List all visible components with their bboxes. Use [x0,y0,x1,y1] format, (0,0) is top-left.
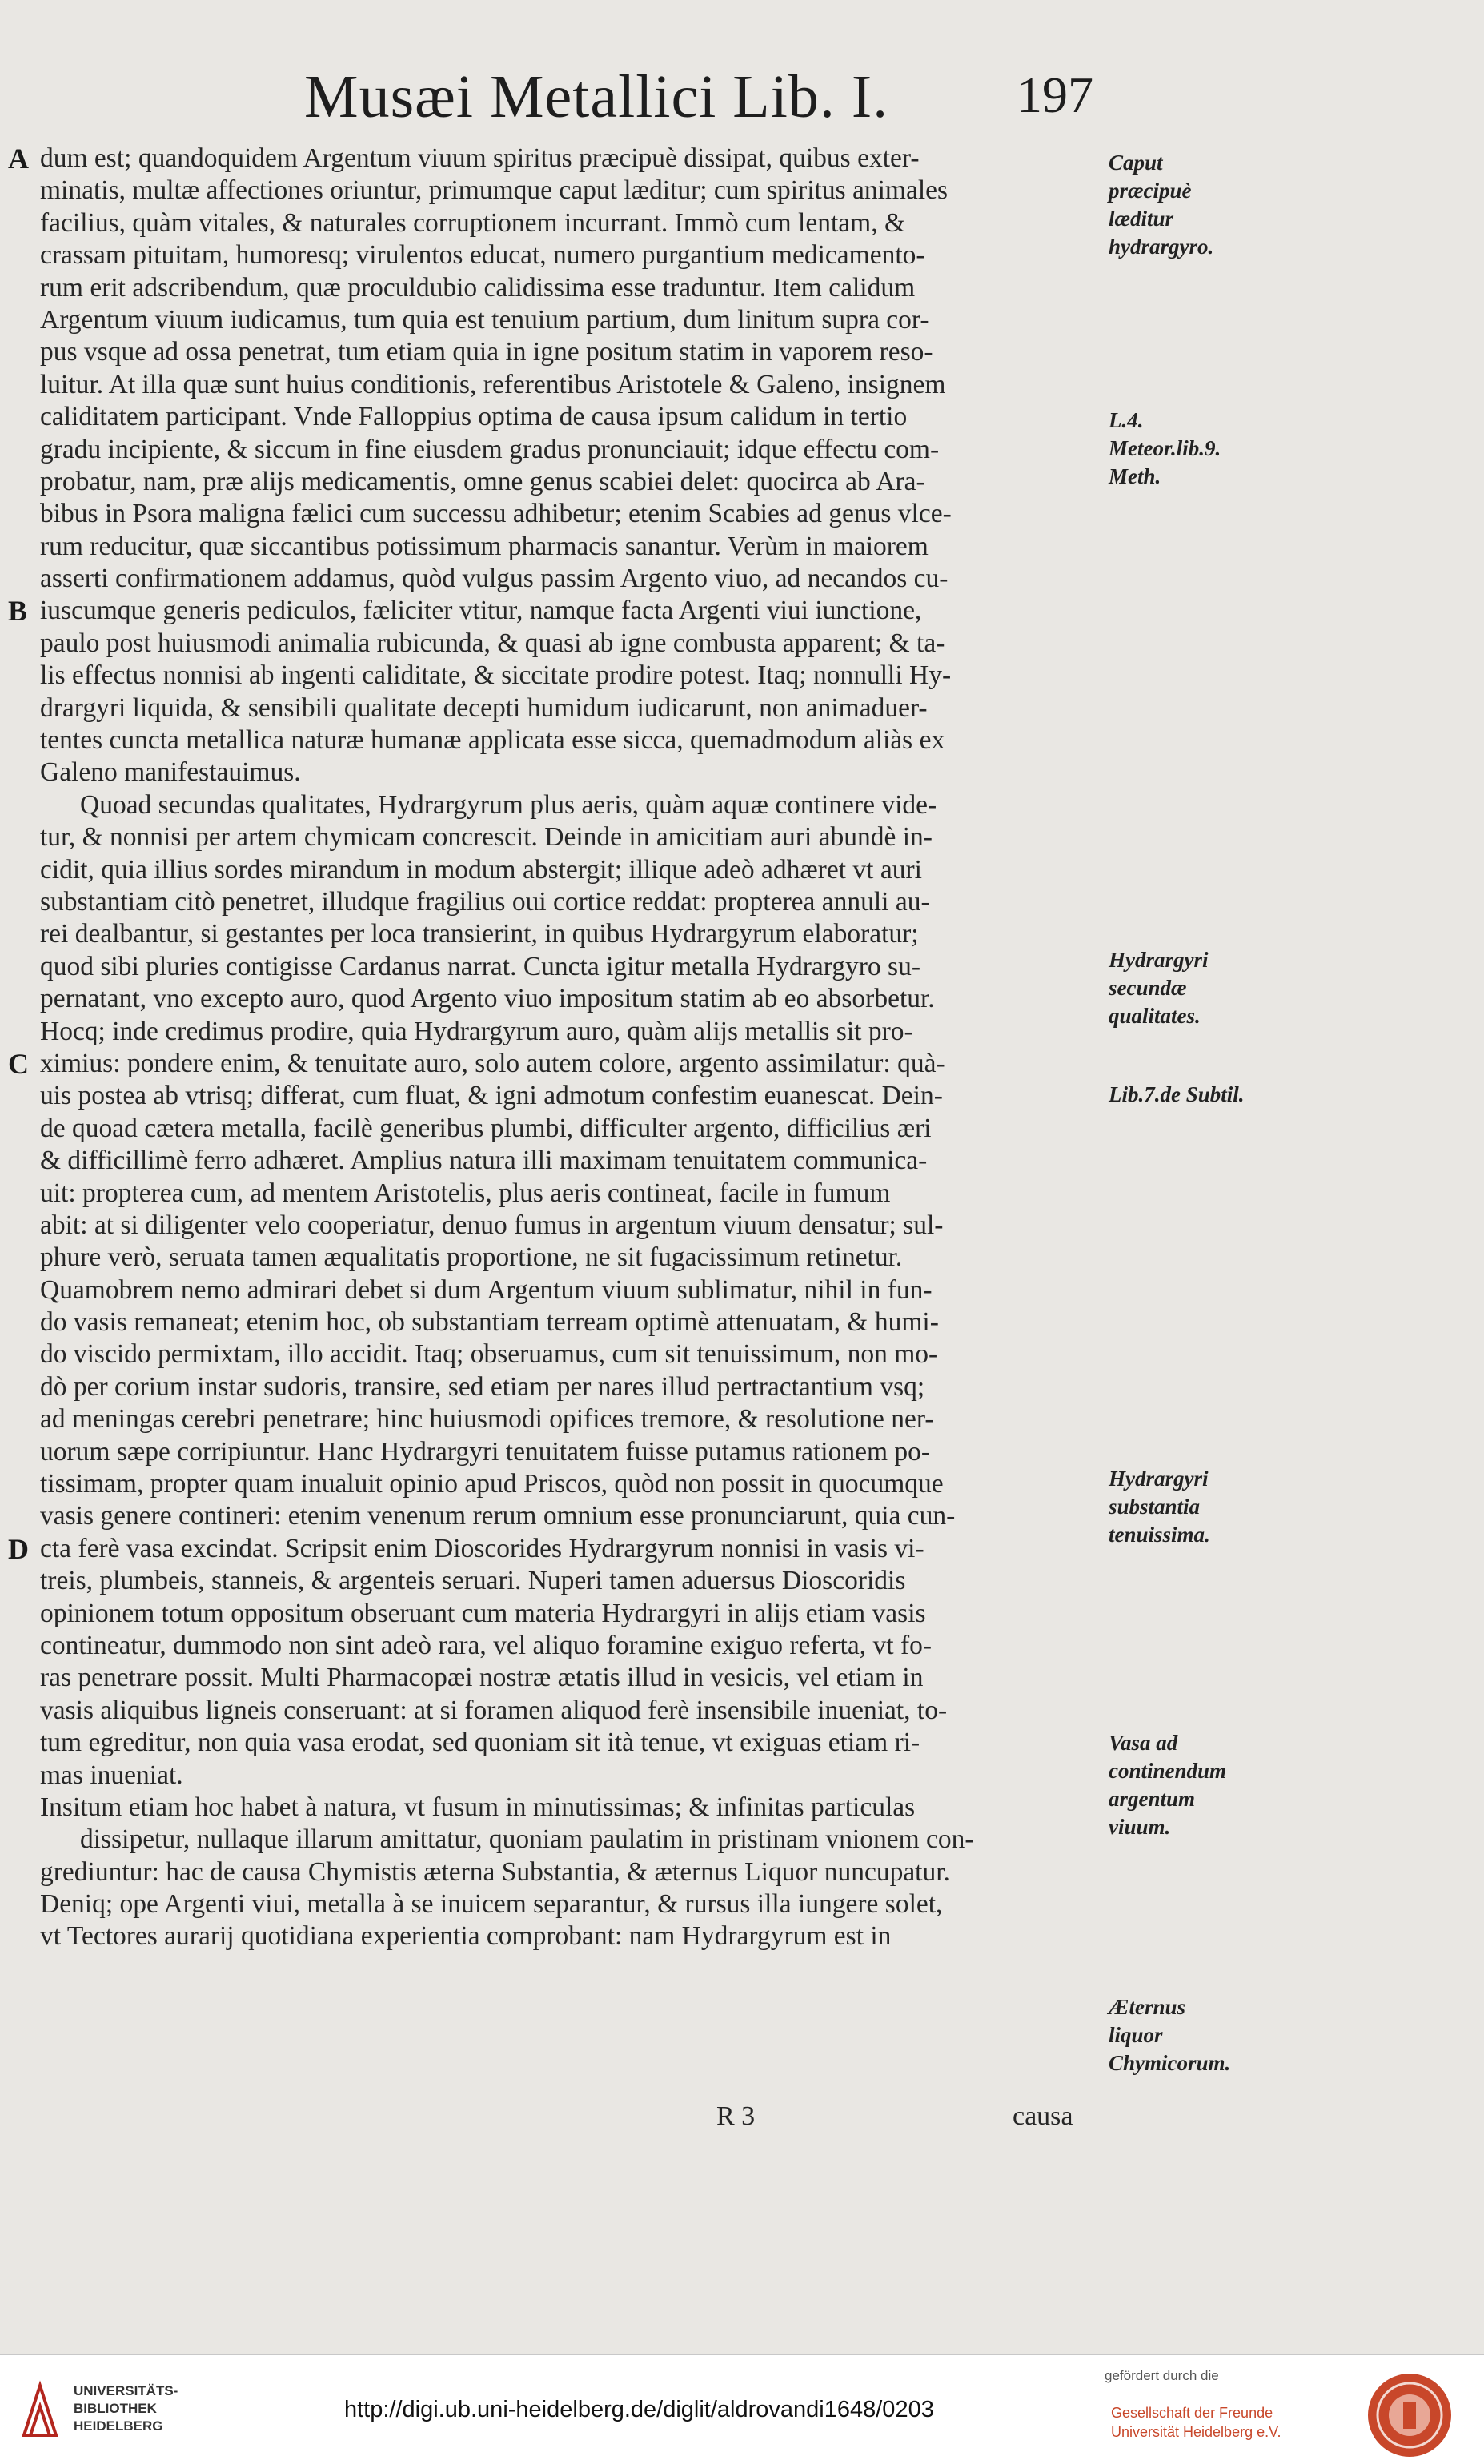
marginal-note: Æternus liquor Chymicorum. [1109,1995,1231,2075]
body-text [8,142,1109,1985]
text-line: D cta ferè vasa excindat. Scripsit enim Dioscorides Hydrargyrum nonnisi in vasis vi- [8,1532,924,1565]
text-line: drargyri liquida, & sensibili qualitate decepti humidum iudicarunt, non animaduer- [40,692,928,723]
marginal-note: Lib.7.de Subtil. [1109,1082,1245,1106]
marginal-note: L.4. Meteor.lib.9. Meth. [1109,408,1221,488]
text-line: dò per corium instar sudoris, transire, sed etiam per nares illud pertractantium vsq; [40,1371,925,1402]
text-line: Argentum viuum iudicamus, tum quia est tenuium partium, dum linitum supra cor- [40,304,929,335]
text-line: tur, & nonnisi per artem chymicam concrescit. Deinde in amicitiam auri abundè in- [40,822,933,853]
society-name[interactable]: Gesellschaft der Freunde Universität Heidelberg e.V. [1111,2405,1281,2440]
text-line: luitur. At illa quæ sunt huius conditionis, referentibus Aristotele & Galeno, insignem [40,369,946,399]
running-title: Musæi Metallici Lib. I. [304,63,889,130]
text-line: uis postea ab vtrisq; differat, cum fluat, & igni admotum confestim euanescat. Dein- [40,1081,943,1111]
library-name[interactable]: UNIVERSITÄTS- BIBLIOTHEK HEIDELBERG [74,2383,178,2434]
text-line: C ximius: pondere enim, & tenuitate auro, solo autem colore, argento assimilatur: quà- [8,1047,945,1080]
text-line: do vasis remaneat; etenim hoc, ob substantiam terream optimè attenuatam, & humi- [40,1307,939,1338]
text-line: rum reducitur, quæ siccantibus potissimum pharmacis sanantur. Verùm in maiorem [40,531,929,561]
text-line: facilius, quàm vitales, & naturales corruptionem incurrant. Immò cum lentam, & [40,207,905,238]
text-line: treis, plumbeis, stanneis, & argenteis seruari. Nuperi tamen aduersus Dioscoridis [40,1566,906,1596]
section-letter-c: C [8,1047,29,1080]
text-line: Quamobrem nemo admirari debet si dum Argentum viuum sublimatur, nihil in fun- [40,1274,933,1305]
text-line: caliditatem participant. Vnde Falloppius optima de causa ipsum calidum in tertio [40,402,908,432]
text-line [32,1953,1109,1985]
text-line: A dum est; quandoquidem Argentum viuum spiritus præcipuè dissipat, quibus exter- [8,142,920,175]
text-line: crassam pituitam, humoresq; virulentos educat, numero purgantium medicamento- [40,240,925,271]
text-line: paulo post huiusmodi animalia rubicunda, & quasi ab igne combusta apparent; & ta- [40,628,945,658]
text-line: vasis genere contineri: etenim venenum rerum omnium esse pronunciarunt, quia cun- [40,1501,956,1531]
text-line: quod sibi pluries contigisse Cardanus narrat. Cuncta igitur metalla Hydrargyro su- [40,951,920,981]
text-line: contineatur, dummodo non sint adeò rara, vel aliquo foramine exiguo referta, vt fo- [40,1630,933,1660]
text-line: Insitum etiam hoc habet à natura, vt fusum in minutissimas; & infinitas particulas [40,1792,916,1822]
text-line: probatur, nam, præ alijs medicamentis, omne genus scabiei delet: quocirca ab Ara- [40,466,925,496]
page-signature-line [0,2101,1201,2141]
text-line: Quoad secundas qualitates, Hydrargyrum plus aeris, quàm aquæ continere vide- [80,789,937,820]
text-line: lis effectus nonnisi ab ingenti caliditate, & siccitate prodire potest. Itaq; nonnulli Hy- [40,660,952,691]
text-line: substantiam citò penetret, illudque fragilius oui cortice reddat: propterea annuli au- [40,886,930,917]
text-line: Hocq; inde credimus prodire, quia Hydrargyrum auro, quàm alijs metallis sit pro- [40,1016,913,1046]
section-letter-b: B [8,595,28,628]
text-line: grediuntur: hac de causa Chymistis æterna Substantia, & æternus Liquor nuncupatur. [40,1856,950,1887]
text-line: opinionem totum oppositum obseruant cum materia Hydrargyri in alijs etiam vasis [40,1598,926,1628]
text-line: tum egreditur, non quia vasa erodat, sed quoniam sit ità tenue, vt exiguas etiam ri- [40,1728,920,1758]
viewer-footer [0,2354,1484,2464]
text-line: dissipetur, nullaque illarum amittatur, quoniam paulatim in pristinam vnionem con- [80,1824,974,1855]
text-line: Deniq; ope Argenti viui, metalla à se inuicem separantur, & rursus illa iungere solet, [40,1889,943,1920]
sponsor-label: gefördert durch die [1105,2368,1219,2383]
university-seal-icon [1366,2371,1454,2459]
marginal-note: Hydrargyri substantia tenuissima. [1109,1467,1210,1547]
text-line: asserti confirmationem addamus, quòd vulgus passim Argento viuo, ad necandos cu- [40,564,949,594]
catchword: causa [1013,2101,1073,2131]
text-line: tentes cuncta metallica naturæ humanæ applicata esse sicca, quemadmodum aliàs ex [40,725,945,756]
text-line: Galeno manifestauimus. [40,757,301,788]
permalink-url[interactable]: http://digi.ub.uni-heidelberg.de/diglit/aldrovandi1648/0203 [344,2397,934,2422]
text-line: mas inueniat. [40,1760,183,1790]
library-logo-icon [18,2379,62,2443]
marginal-note: Caput præcipuè læditur hydrargyro. [1109,150,1214,259]
page-header [0,62,1484,142]
text-line: do viscido permixtam, illo accidit. Itaq; obseruamus, cum sit tenuissimum, non mo- [40,1339,938,1370]
section-letter-d: D [8,1532,29,1565]
text-line: B iuscumque generis pediculos, fæliciter vtitur, namque facta Argenti viui iunctione, [8,595,922,628]
text-line: pus vsque ad ossa penetrat, tum etiam quia in igne positum statim in vaporem reso- [40,337,933,367]
text-line: rum erit adscribendum, quæ proculdubio calidissima esse traduntur. Item calidum [40,272,916,303]
text-line: phure verò, seruata tamen æqualitatis proportione, ne sit fugacissimum retinetur. [40,1242,903,1273]
page-number: 197 [1017,66,1093,123]
marginal-note: Vasa ad continendum argentum viuum. [1109,1731,1227,1839]
text-line: vt Tectores aurarij quotidiana experientia comprobant: nam Hydrargyrum est in [40,1921,892,1952]
text-line: uorum sæpe corripiuntur. Hanc Hydrargyri tenuitatem fuisse putamus rationem po- [40,1436,931,1467]
text-line: minatis, multæ affectiones oriuntur, primumque caput læditur; cum spiritus animales [40,175,949,206]
text-line: ras penetrare possit. Multi Pharmacopæi nostræ ætatis illud in vesicis, vel etiam in [40,1663,924,1693]
text-line: pernatant, vno excepto auro, quod Argento viuo impositum statim ab eo absorbetur. [40,984,935,1014]
section-letter-a: A [8,142,29,175]
signature-mark: R 3 [716,2101,756,2131]
text-line: tissimam, propter quam inualuit opinio apud Priscos, quòd non possit in quocumque [40,1469,944,1499]
text-line: abit: at si diligenter velo cooperiatur, denuo fumus in argentum viuum densatur; sul- [40,1210,944,1240]
text-line: cidit, quia illius sordes mirandum in modum abstergit; illique adeò adhæret vt auri [40,854,922,885]
text-line: ad meningas cerebri penetrare; hinc huiusmodi opifices tremore, & resolutione ner- [40,1404,934,1435]
text-line: uit: propterea cum, ad mentem Aristotelis, plus aeris contineat, facile in fumum [40,1178,891,1208]
text-line: gradu incipiente, & siccum in fine eiusdem gradus pronunciauit; idque effectu com- [40,434,940,464]
text-line: & difficillimè ferro adhæret. Amplius natura illi maximam tenuitatem communica- [40,1146,928,1176]
text-line: vasis aliquibus ligneis conseruant: at si foramen aliquod ferè insensibile inueniat, to- [40,1695,948,1725]
text-line: bibus in Psora maligna fælici cum successu adhibetur; etenim Scabies ad genus vlce- [40,499,952,529]
text-line: de quoad cætera metalla, facilè generibus plumbi, difficulter argento, difficilius æri [40,1113,932,1143]
text-line: rei dealbantur, si gestantes per loca transierint, in quibus Hydrargyrum elaboratur; [40,919,919,949]
marginal-note: Hydrargyri secundæ qualitates. [1109,948,1209,1028]
